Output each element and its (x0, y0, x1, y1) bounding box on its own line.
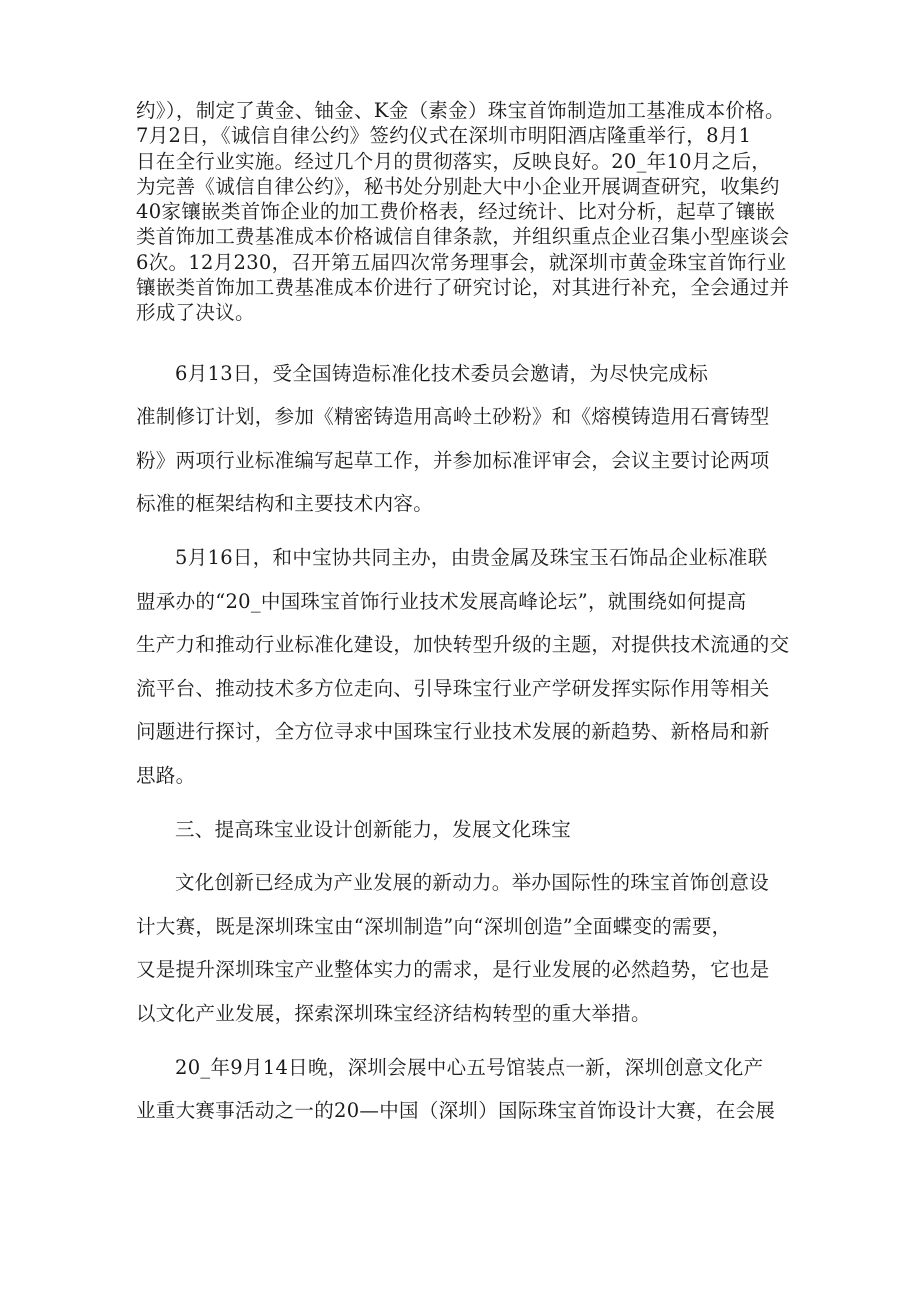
text-line: 形成了决议。 (136, 301, 255, 325)
paragraph-technology-forum (136, 536, 800, 798)
text-line: 计大赛，既是深圳珠宝由“深圳制造”向“深圳创造”全面蝶变的需要， (136, 914, 732, 938)
text-line: 类首饰加工费基准成本价格诚信自律条款，并组织重点企业召集小型座谈会 (136, 225, 790, 249)
text-line: 6月13日，受全国铸造标准化技术委员会邀请，为尽快完成标 (175, 361, 709, 385)
document-page (136, 98, 800, 1133)
text-line: 思路。 (136, 764, 196, 788)
text-line: 40家镶嵌类首饰企业的加工费价格表，经过统计、比对分析，起草了镶嵌 (136, 200, 776, 224)
heading-design-innovation: 三、提高珠宝业设计创新能力，发展文化珠宝 (175, 817, 572, 841)
text-line: 业重大赛事活动之一的20—中国（深圳）国际珠宝首饰设计大赛，在会展 (136, 1099, 776, 1123)
text-line: 5月16日，和中宝协共同主办，由贵金属及珠宝玉石饰品企业标准联 (175, 546, 768, 570)
text-line: 准制修订计划，参加《精密铸造用高岭土砂粉》和《熔模铸造用石膏铸型 (136, 405, 770, 429)
text-line: 流平台、推动技术多方位走向、引导珠宝行业产学研发挥实际作用等相关 (136, 676, 770, 700)
paragraph-price-standards (136, 98, 800, 326)
text-line: 以文化产业发展，探索深圳珠宝经济结构转型的重大举措。 (136, 1001, 651, 1025)
text-line: 问题进行探讨，全方位寻求中国珠宝行业技术发展的新趋势、新格局和新 (136, 720, 770, 744)
paragraph-design-competition (136, 1046, 800, 1133)
paragraph-cultural-innovation (136, 861, 800, 1035)
text-line: 日在全行业实施。经过几个月的贯彻落实，反映良好。20_年10月之后， (136, 149, 772, 173)
text-line: 盟承办的“20_中国珠宝首饰行业技术发展高峰论坛”，就围绕如何提高 (136, 589, 747, 613)
text-line: 约》），制定了黄金、铀金、K金（素金）珠宝首饰制造加工基准成本价格。 (136, 99, 785, 122)
text-line: 粉》两项行业标准编写起草工作，并参加标准评审会，会议主要讨论两项 (136, 448, 770, 472)
section-heading (136, 808, 800, 852)
text-line: 标准的框架结构和主要技术内容。 (136, 492, 434, 516)
text-line: 为完善《诚信自律公约》，秘书处分别赴大中小企业开展调查研究，收集约 (136, 174, 780, 198)
text-line: 文化创新已经成为产业发展的新动力。举办国际性的珠宝首饰创意设 (175, 871, 770, 895)
text-line: 20_年9月14日晚，深圳会展中心五号馆装点一新，深圳创意文化产 (175, 1055, 764, 1079)
text-line: 又是提升深圳珠宝产业整体实力的需求，是行业发展的必然趋势，它也是 (136, 958, 770, 982)
paragraph-casting-standards (136, 352, 800, 526)
text-line: 镶嵌类首饰加工费基准成本价进行了研究讨论，对其进行补充，全会通过并 (136, 276, 790, 300)
text-line: 7月2日，《诚信自律公约》签约仪式在深圳市明阳酒店隆重举行，8月1 (136, 124, 752, 148)
text-line: 6次。12月230，召开第五届四次常务理事会，就深圳市黄金珠宝首饰行业 (136, 250, 787, 274)
text-line: 生产力和推动行业标准化建设，加快转型升级的主题，对提供技术流通的交 (136, 633, 790, 657)
